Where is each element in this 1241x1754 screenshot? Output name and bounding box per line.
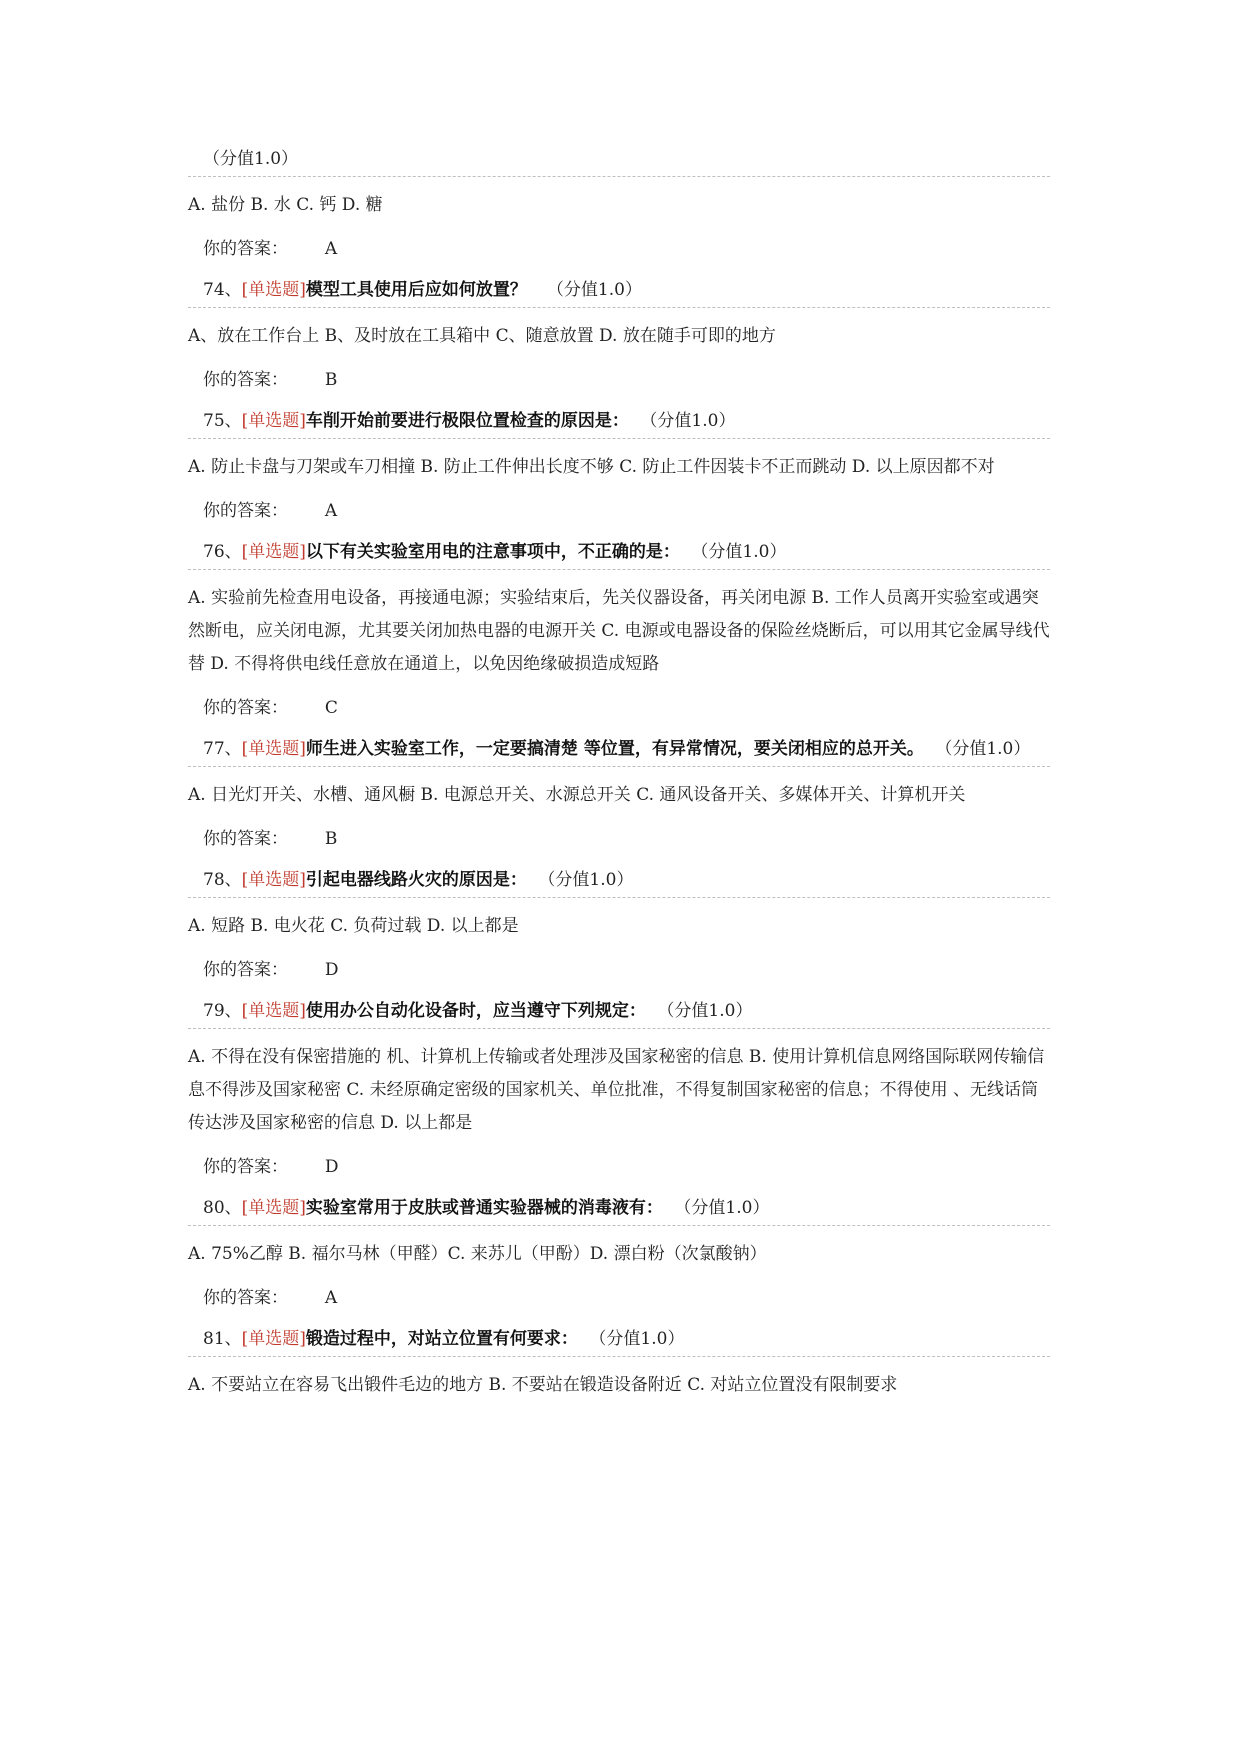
answer-label: 你的答案： <box>203 960 288 980</box>
question-text: 车削开始前要进行极限位置检查的原因是： <box>305 411 629 431</box>
question-block <box>188 1324 1050 1402</box>
question-options: A、放在工作台上 B、及时放在工具箱中 C、随意放置 D. 放在随手可即的地方 <box>188 326 776 346</box>
question-score: （分值1.0） <box>943 739 1031 759</box>
question-text: 实验室常用于皮肤或普通实验器械的消毒液有： <box>305 1198 663 1218</box>
answer-label: 你的答案： <box>203 698 288 718</box>
question-score: （分值1.0） <box>546 280 642 300</box>
question-text: 使用办公自动化设备时，应当遵守下列规定： <box>305 1001 646 1021</box>
answer-label: 你的答案： <box>203 1288 288 1308</box>
question-score: （分值1.0） <box>597 1329 685 1349</box>
answer-value: B <box>324 370 338 390</box>
question-block-partial <box>188 144 1050 264</box>
question-block <box>188 865 1050 985</box>
question-options: A. 75%乙醇 B. 福尔马林（甲醛）C. 来苏儿（甲酚）D. 漂白粉（次氯酸钠） <box>188 1244 767 1264</box>
question-score: （分值1.0） <box>546 870 634 890</box>
question-score: （分值1.0） <box>648 411 736 431</box>
question-header <box>188 734 1050 767</box>
question-block <box>188 1193 1050 1313</box>
question-type-tag: [单选题] <box>241 870 306 890</box>
question-text: 引起电器线路火灾的原因是： <box>305 870 527 890</box>
question-text: 师生进入实验室工作，一定要搞清楚 等位置，有异常情况，要关闭相应的总开关。 <box>305 739 924 759</box>
answer-line <box>188 365 1050 395</box>
answer-line <box>188 824 1050 854</box>
question-type-tag: [单选题] <box>241 739 306 759</box>
answer-value: A <box>324 239 338 259</box>
question-options: A. 不要站立在容易飞出锻件毛边的地方 B. 不要站在锻造设备附近 C. 对站立位置没有限制要求 <box>188 1375 898 1395</box>
question-block <box>188 537 1050 723</box>
answer-value: C <box>324 698 338 718</box>
question-header <box>188 537 1050 570</box>
answer-line <box>188 1283 1050 1313</box>
question-options: A. 不得在没有保密措施的 机、计算机上传输或者处理涉及国家秘密的信息 B. 使用计算机信息网络国际联网传输信息不得涉及国家秘密 C. 未经原确定密级的国家机关、单位批准，不得复制国家秘密的信息；不得使用 、无线话筒传达涉及国家秘密的信息 D. 以上都是 <box>188 1047 1045 1133</box>
answer-value: A <box>324 1288 338 1308</box>
answer-label: 你的答案： <box>203 1157 288 1177</box>
question-options: A. 实验前先检查用电设备，再接通电源；实验结束后，先关仪器设备，再关闭电源 B. 工作人员离开实验室或遇突然断电，应关闭电源，尤其要关闭加热电器的电源开关 C. 电源或电器设备的保险丝烧断后，可以用其它金属导线代替 D. 不得将供电线任意放在通道上，以免因绝缘破损造成短路 <box>188 588 1050 674</box>
question-list <box>188 144 1050 1402</box>
question-header <box>188 865 1050 898</box>
question-block <box>188 996 1050 1182</box>
question-type-tag: [单选题] <box>241 1329 306 1349</box>
answer-label: 你的答案： <box>203 501 288 521</box>
answer-label: 你的答案： <box>203 239 288 259</box>
question-type-tag: [单选题] <box>241 542 306 562</box>
question-header <box>188 996 1050 1029</box>
answer-line <box>188 1152 1050 1182</box>
question-number: 77、 <box>203 739 242 759</box>
question-header <box>188 275 1050 308</box>
question-number: 76、 <box>203 542 242 562</box>
answer-label: 你的答案： <box>203 829 288 849</box>
answer-label: 你的答案： <box>203 370 288 390</box>
answer-line <box>188 955 1050 985</box>
answer-line <box>188 496 1050 526</box>
question-options: A. 短路 B. 电火花 C. 负荷过载 D. 以上都是 <box>188 916 519 936</box>
question-number: 78、 <box>203 870 242 890</box>
question-score: （分值1.0） <box>203 149 299 169</box>
question-block <box>188 406 1050 526</box>
question-header <box>188 406 1050 439</box>
question-options: A. 防止卡盘与刀架或车刀相撞 B. 防止工件伸出长度不够 C. 防止工件因装卡不正而跳动 D. 以上原因都不对 <box>188 457 995 477</box>
question-number: 79、 <box>203 1001 242 1021</box>
answer-value: D <box>324 960 339 980</box>
answer-value: A <box>324 501 338 521</box>
question-header <box>188 1324 1050 1357</box>
answer-line <box>188 693 1050 723</box>
question-score: （分值1.0） <box>665 1001 753 1021</box>
question-number: 81、 <box>203 1329 242 1349</box>
question-score: （分值1.0） <box>699 542 787 562</box>
question-header <box>188 144 1050 177</box>
question-type-tag: [单选题] <box>241 1198 306 1218</box>
question-options: A. 日光灯开关、水槽、通风橱 B. 电源总开关、水源总开关 C. 通风设备开关、多媒体开关、计算机开关 <box>188 785 966 805</box>
question-score: （分值1.0） <box>682 1198 770 1218</box>
question-number: 74、 <box>203 280 242 300</box>
answer-line <box>188 234 1050 264</box>
answer-value: D <box>324 1157 339 1177</box>
question-header <box>188 1193 1050 1226</box>
question-type-tag: [单选题] <box>241 280 306 300</box>
question-type-tag: [单选题] <box>241 1001 306 1021</box>
question-text: 锻造过程中，对站立位置有何要求： <box>305 1329 578 1349</box>
question-block <box>188 734 1050 854</box>
question-number: 75、 <box>203 411 242 431</box>
question-block <box>188 275 1050 395</box>
question-options: A. 盐份 B. 水 C. 钙 D. 糖 <box>188 195 383 215</box>
question-text: 模型工具使用后应如何放置？ <box>305 280 527 300</box>
question-text: 以下有关实验室用电的注意事项中，不正确的是： <box>305 542 680 562</box>
question-number: 80、 <box>203 1198 242 1218</box>
answer-value: B <box>324 829 338 849</box>
question-type-tag: [单选题] <box>241 411 306 431</box>
